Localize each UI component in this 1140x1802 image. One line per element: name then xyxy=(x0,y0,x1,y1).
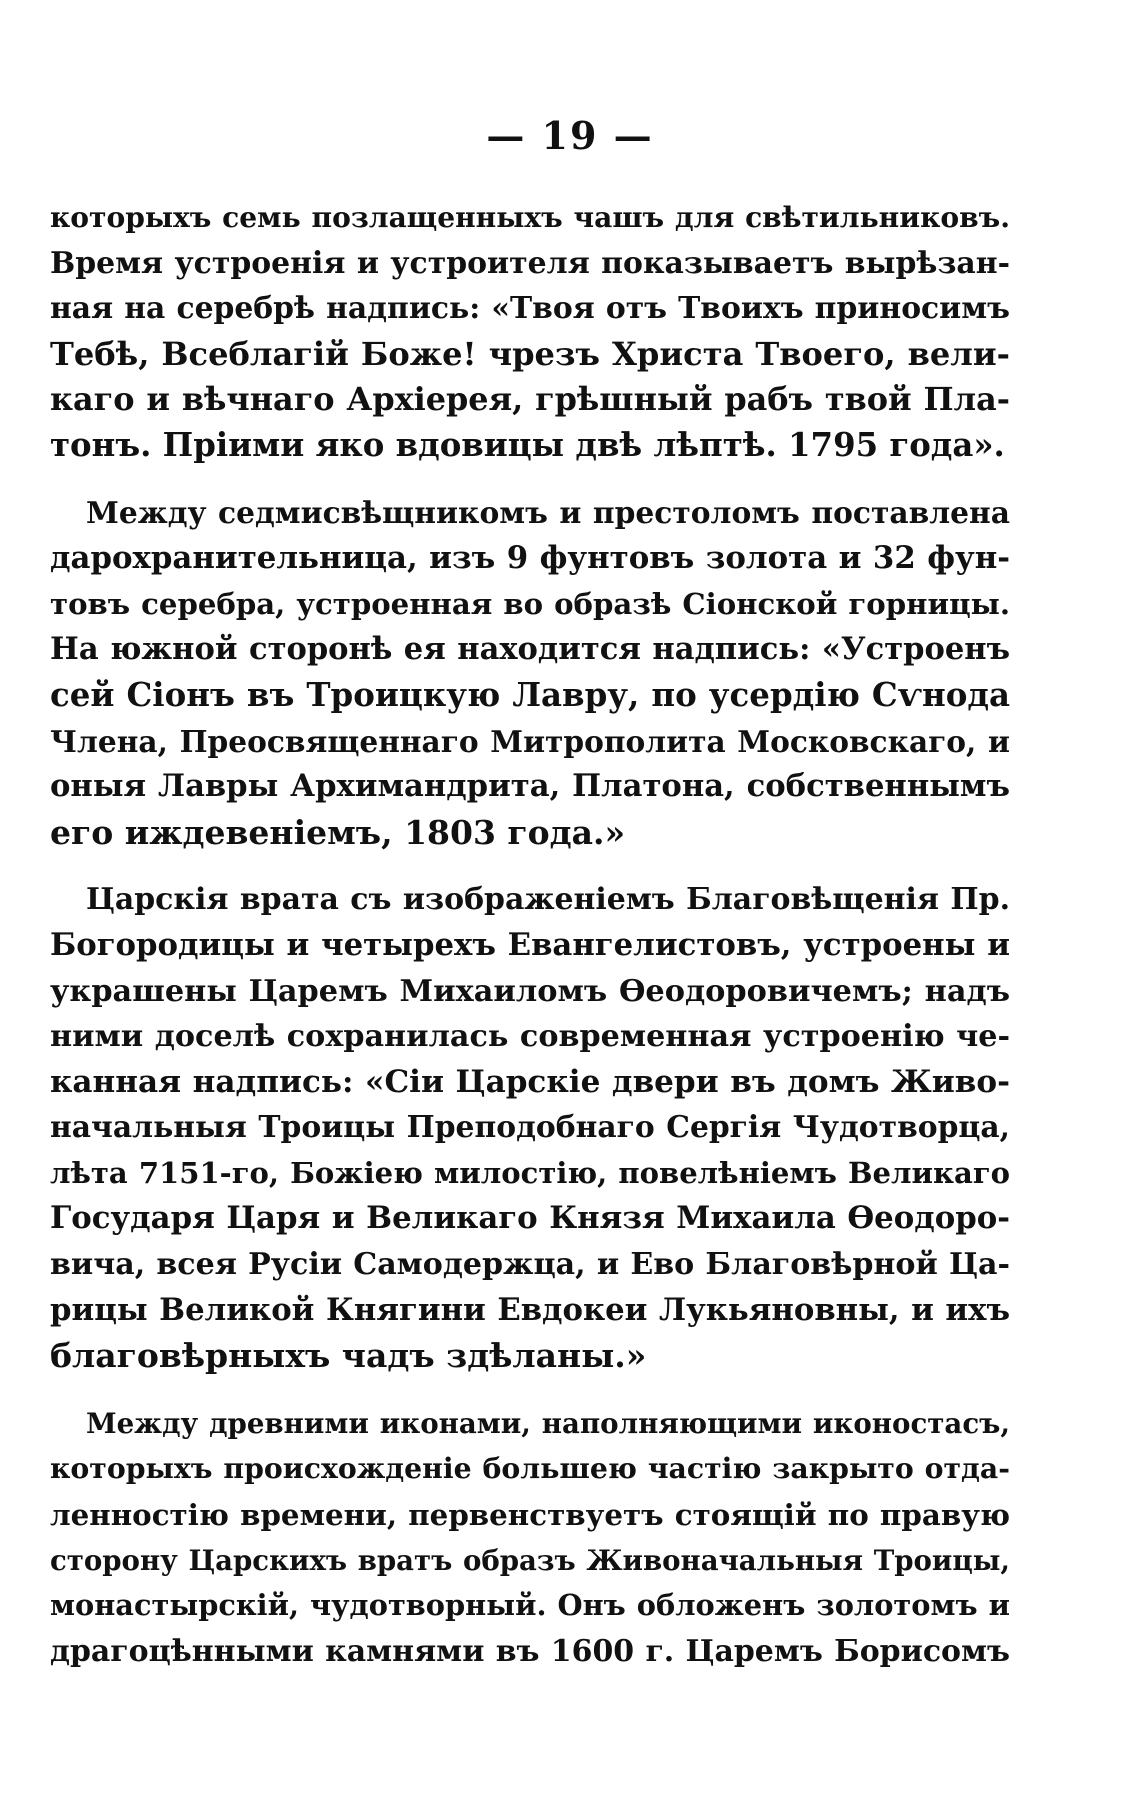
text-line: монастырскій, чудотворный. Онъ обложенъ золотомъ и xyxy=(50,1588,1010,1623)
text-line: Государя Царя и Великаго Князя Михаила Ѳеодоро- xyxy=(50,1200,1010,1237)
text-line: которыхъ семь позлащенныхъ чашъ для свѣтильниковъ. xyxy=(50,201,1010,234)
text-line: Члена, Преосвященнаго Митрополита Московскаго, и xyxy=(50,723,1010,759)
text-line: драгоцѣнными камнями въ 1600 г. Царемъ Борисомъ xyxy=(50,1633,1010,1669)
text-line: Между древними иконами, наполняющими иконостасъ, xyxy=(86,1406,1010,1440)
text-line: Богородицы и четырехъ Евангелистовъ, устроены и xyxy=(50,926,1010,963)
text-line: ленностію времени, первенствуетъ стоящій по правую xyxy=(50,1497,1010,1533)
text-line: ними доселѣ сохранилась современная устроенію че- xyxy=(50,1019,1010,1055)
text-line: На южной сторонѣ ея находится надпись: «Устроенъ xyxy=(50,631,1010,668)
paragraph-1 xyxy=(50,195,1010,469)
text-line: Тебѣ, Всеблагій Боже! чрезъ Христа Твоего, вели- xyxy=(50,334,1010,373)
text-line: каго и вѣчнаго Архіерея, грѣшный рабъ твой Пла- xyxy=(50,380,1010,419)
text-line: ная на серебрѣ надпись: «Твоя отъ Твоихъ приносимъ xyxy=(50,291,1010,327)
text-line: тонъ. Пріими яко вдовицы двѣ лѣптѣ. 1795 года». xyxy=(50,425,1005,464)
text-line: Царскія врата съ изображеніемъ Благовѣщенія Пр. xyxy=(86,882,1010,918)
text-line: украшены Царемъ Михаиломъ Ѳеодоровичемъ; надъ xyxy=(50,973,1010,1009)
text-line: оныя Лавры Архимандрита, Платона, собственнымъ xyxy=(50,768,1010,805)
text-line: которыхъ происхожденіе большею частію закрыто отда- xyxy=(50,1451,1010,1486)
paragraph-2 xyxy=(50,491,1010,856)
text-line: его иждевеніемъ, 1803 года.» xyxy=(50,812,626,852)
page-number: — 19 — xyxy=(486,113,654,158)
text-line: начальныя Троицы Преподобнаго Сергія Чудотворца, xyxy=(50,1110,1010,1146)
text-line: канная надпись: «Сіи Царскіе двери въ домъ Живо- xyxy=(50,1063,1010,1100)
text-line: рицы Великой Княгини Евдокеи Лукьяновны, и ихъ xyxy=(50,1291,1010,1328)
text-line: лѣта 7151-го, Божіею милостію, повелѣніемъ Великаго xyxy=(50,1155,1010,1190)
body-text xyxy=(50,195,1010,1696)
text-line: благовѣрныхъ чадъ здѣланы.» xyxy=(50,1336,647,1376)
text-line: Между седмисвѣщникомъ и престоломъ поставлена xyxy=(86,495,1010,531)
text-line: товъ серебра, устроенная во образѣ Сіонской горницы. xyxy=(50,586,1010,621)
text-line: дарохранительница, изъ 9 фунтовъ золота и 32 фун- xyxy=(50,540,1010,577)
text-line: сей Сіонъ въ Троицкую Лавру, по усердію Сѵнода xyxy=(50,675,1010,714)
paragraph-4 xyxy=(50,1401,1010,1675)
text-line: сторону Царскихъ вратъ образъ Живоначальныя Троицы, xyxy=(50,1543,1010,1577)
text-line: вича, всея Русіи Самодержца, и Ево Благовѣрной Ца- xyxy=(50,1247,1010,1283)
paragraph-3 xyxy=(50,877,1010,1379)
text-line: Время устроенія и устроителя показываетъ вырѣзан- xyxy=(50,245,1010,281)
